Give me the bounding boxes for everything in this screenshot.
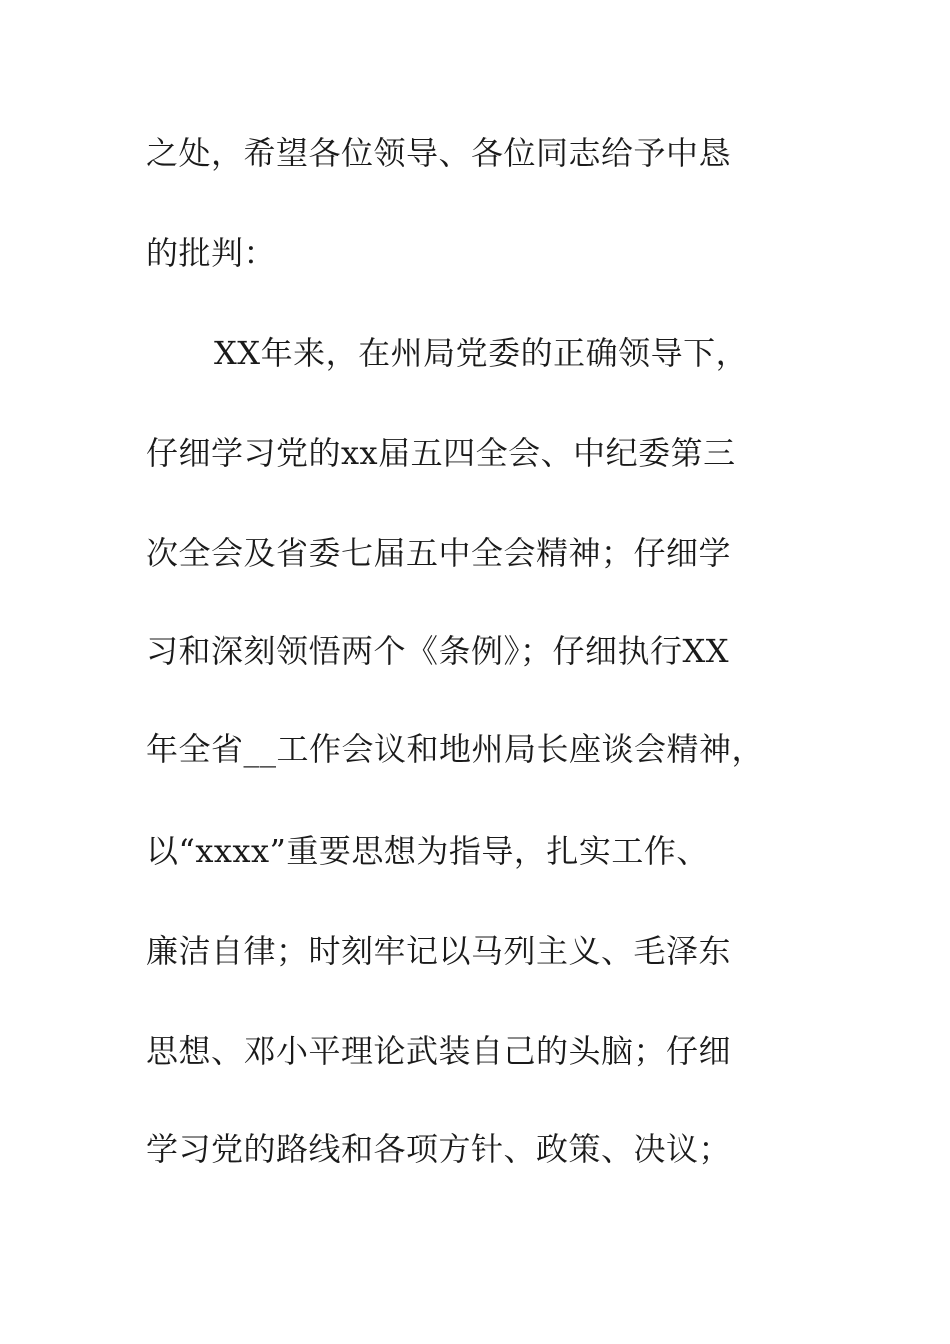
- text-line-8: 以“xxxx”重要思想为指导，扎实工作、: [146, 832, 709, 870]
- text-line-9: 廉洁自律；时刻牢记以马列主义、毛泽东: [146, 932, 732, 970]
- text-line-5: 次全会及省委七届五中全会精神；仔细学: [146, 534, 732, 572]
- text-line-1: 之处，希望各位领导、各位同志给予中恳: [146, 134, 732, 172]
- text-line-10: 思想、邓小平理论武装自己的头脑；仔细: [146, 1032, 732, 1070]
- text-line-11: 学习党的路线和各项方针、政策、决议；: [146, 1130, 732, 1168]
- text-line-7: 年全省__工作会议和地州局长座谈会精神，: [146, 730, 765, 768]
- text-line-6: 习和深刻领悟两个《条例》；仔细执行XX: [146, 632, 730, 670]
- text-line-3: XX年来，在州局党委的正确领导下，: [214, 334, 749, 372]
- text-line-4: 仔细学习党的xx届五四全会、中纪委第三: [146, 434, 736, 472]
- text-line-2: 的批判：: [146, 234, 277, 272]
